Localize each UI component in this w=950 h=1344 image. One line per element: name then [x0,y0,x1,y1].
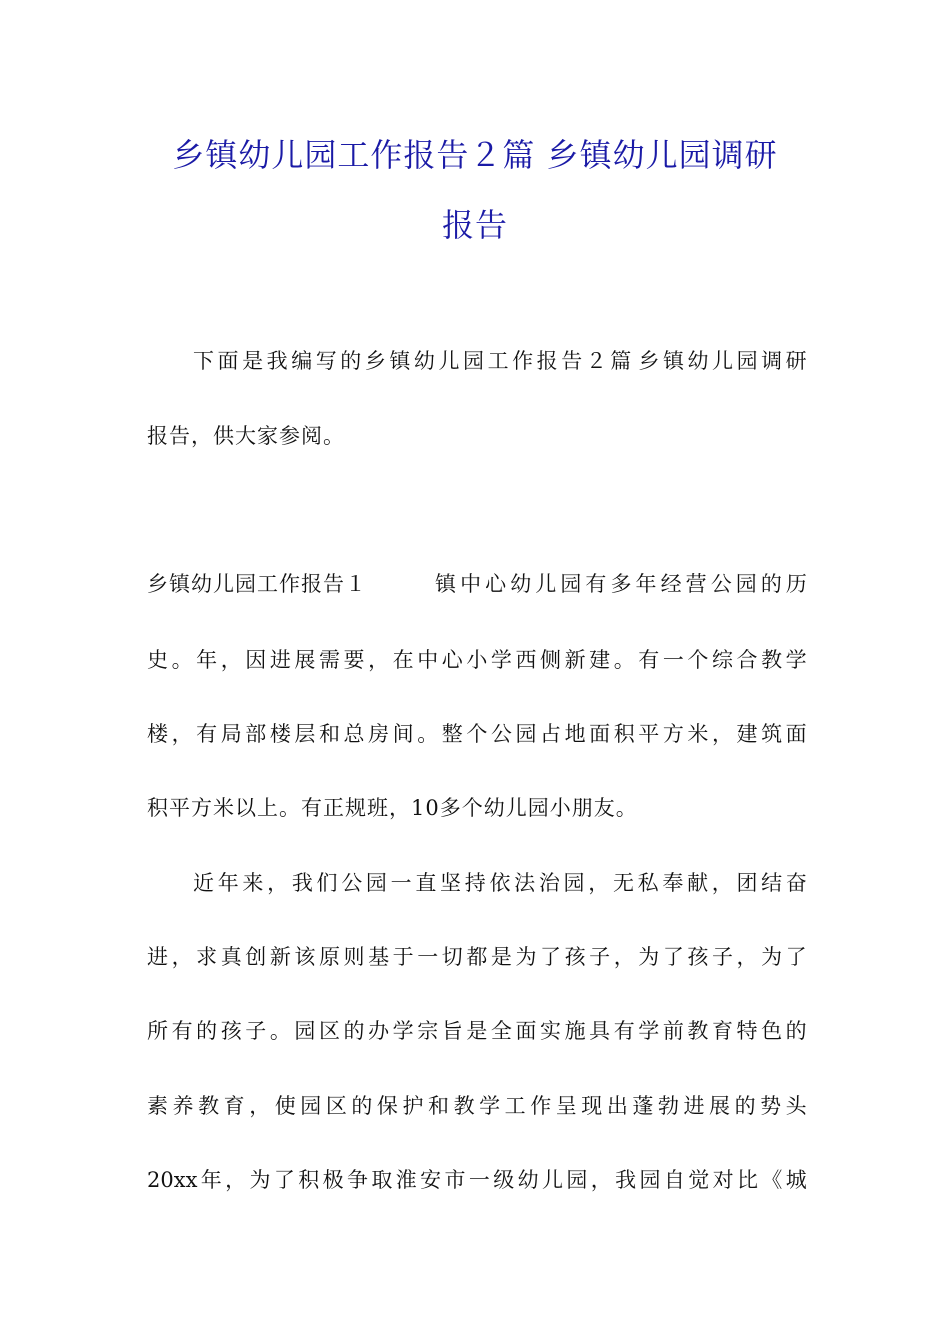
intro-line-1: 下 面 是 我 编 写 的 乡 镇 幼 儿 园 工 作 报 告 ２ 篇 乡 镇 幼 儿 园 调 研 [193,349,807,373]
paragraph2-line-4: 素 养 教 育 ， 使 园 区 的 保 护 和 教 学 工 作 呈 现 出 蓬 勃 进 展 的 势 头 [147,1094,807,1118]
paragraph2-line-5: 20xx 年 ， 为 了 积 极 争 取 淮 安 市 一 级 幼 儿 园 ， 我 园 自 觉 对 比 《 城 [147,1168,807,1192]
section-line-4: 积平方米以上。有正规班，10多个幼儿园小朋友。 [147,796,638,820]
section-line-2: 史 。 年 ， 因 进 展 需 要 ， 在 中 心 小 学 西 侧 新 建 。 有 一 个 综 合 教 学 [147,648,807,672]
document-title-line-1: 乡镇幼儿园工作报告２篇 乡镇幼儿园调研 [172,136,778,174]
intro-line-2: 报告，供大家参阅。 [147,424,345,448]
section-line-1: 镇 中 心 幼 儿 园 有 多 年 经 营 公 园 的 历 [435,572,807,596]
document-title-line-2: 报告 [441,206,508,244]
paragraph2-line-1: 近 年 来 ， 我 们 公 园 一 直 坚 持 依 法 治 园 ， 无 私 奉 献 ， 团 结 奋 [193,871,807,895]
section-line-3: 楼 ， 有 局 部 楼 层 和 总 房 间 。 整 个 公 园 占 地 面 积 平 方 米 ， 建 筑 面 [147,722,807,746]
paragraph2-line-2: 进 ， 求 真 创 新 该 原 则 基 于 一 切 都 是 为 了 孩 子 ， 为 了 孩 子 ， 为 了 [147,945,807,969]
paragraph2-line-3: 所 有 的 孩 子 。 园 区 的 办 学 宗 旨 是 全 面 实 施 具 有 学 前 教 育 特 色 的 [147,1019,807,1043]
section-heading: 乡镇幼儿园工作报告１ [147,572,367,596]
